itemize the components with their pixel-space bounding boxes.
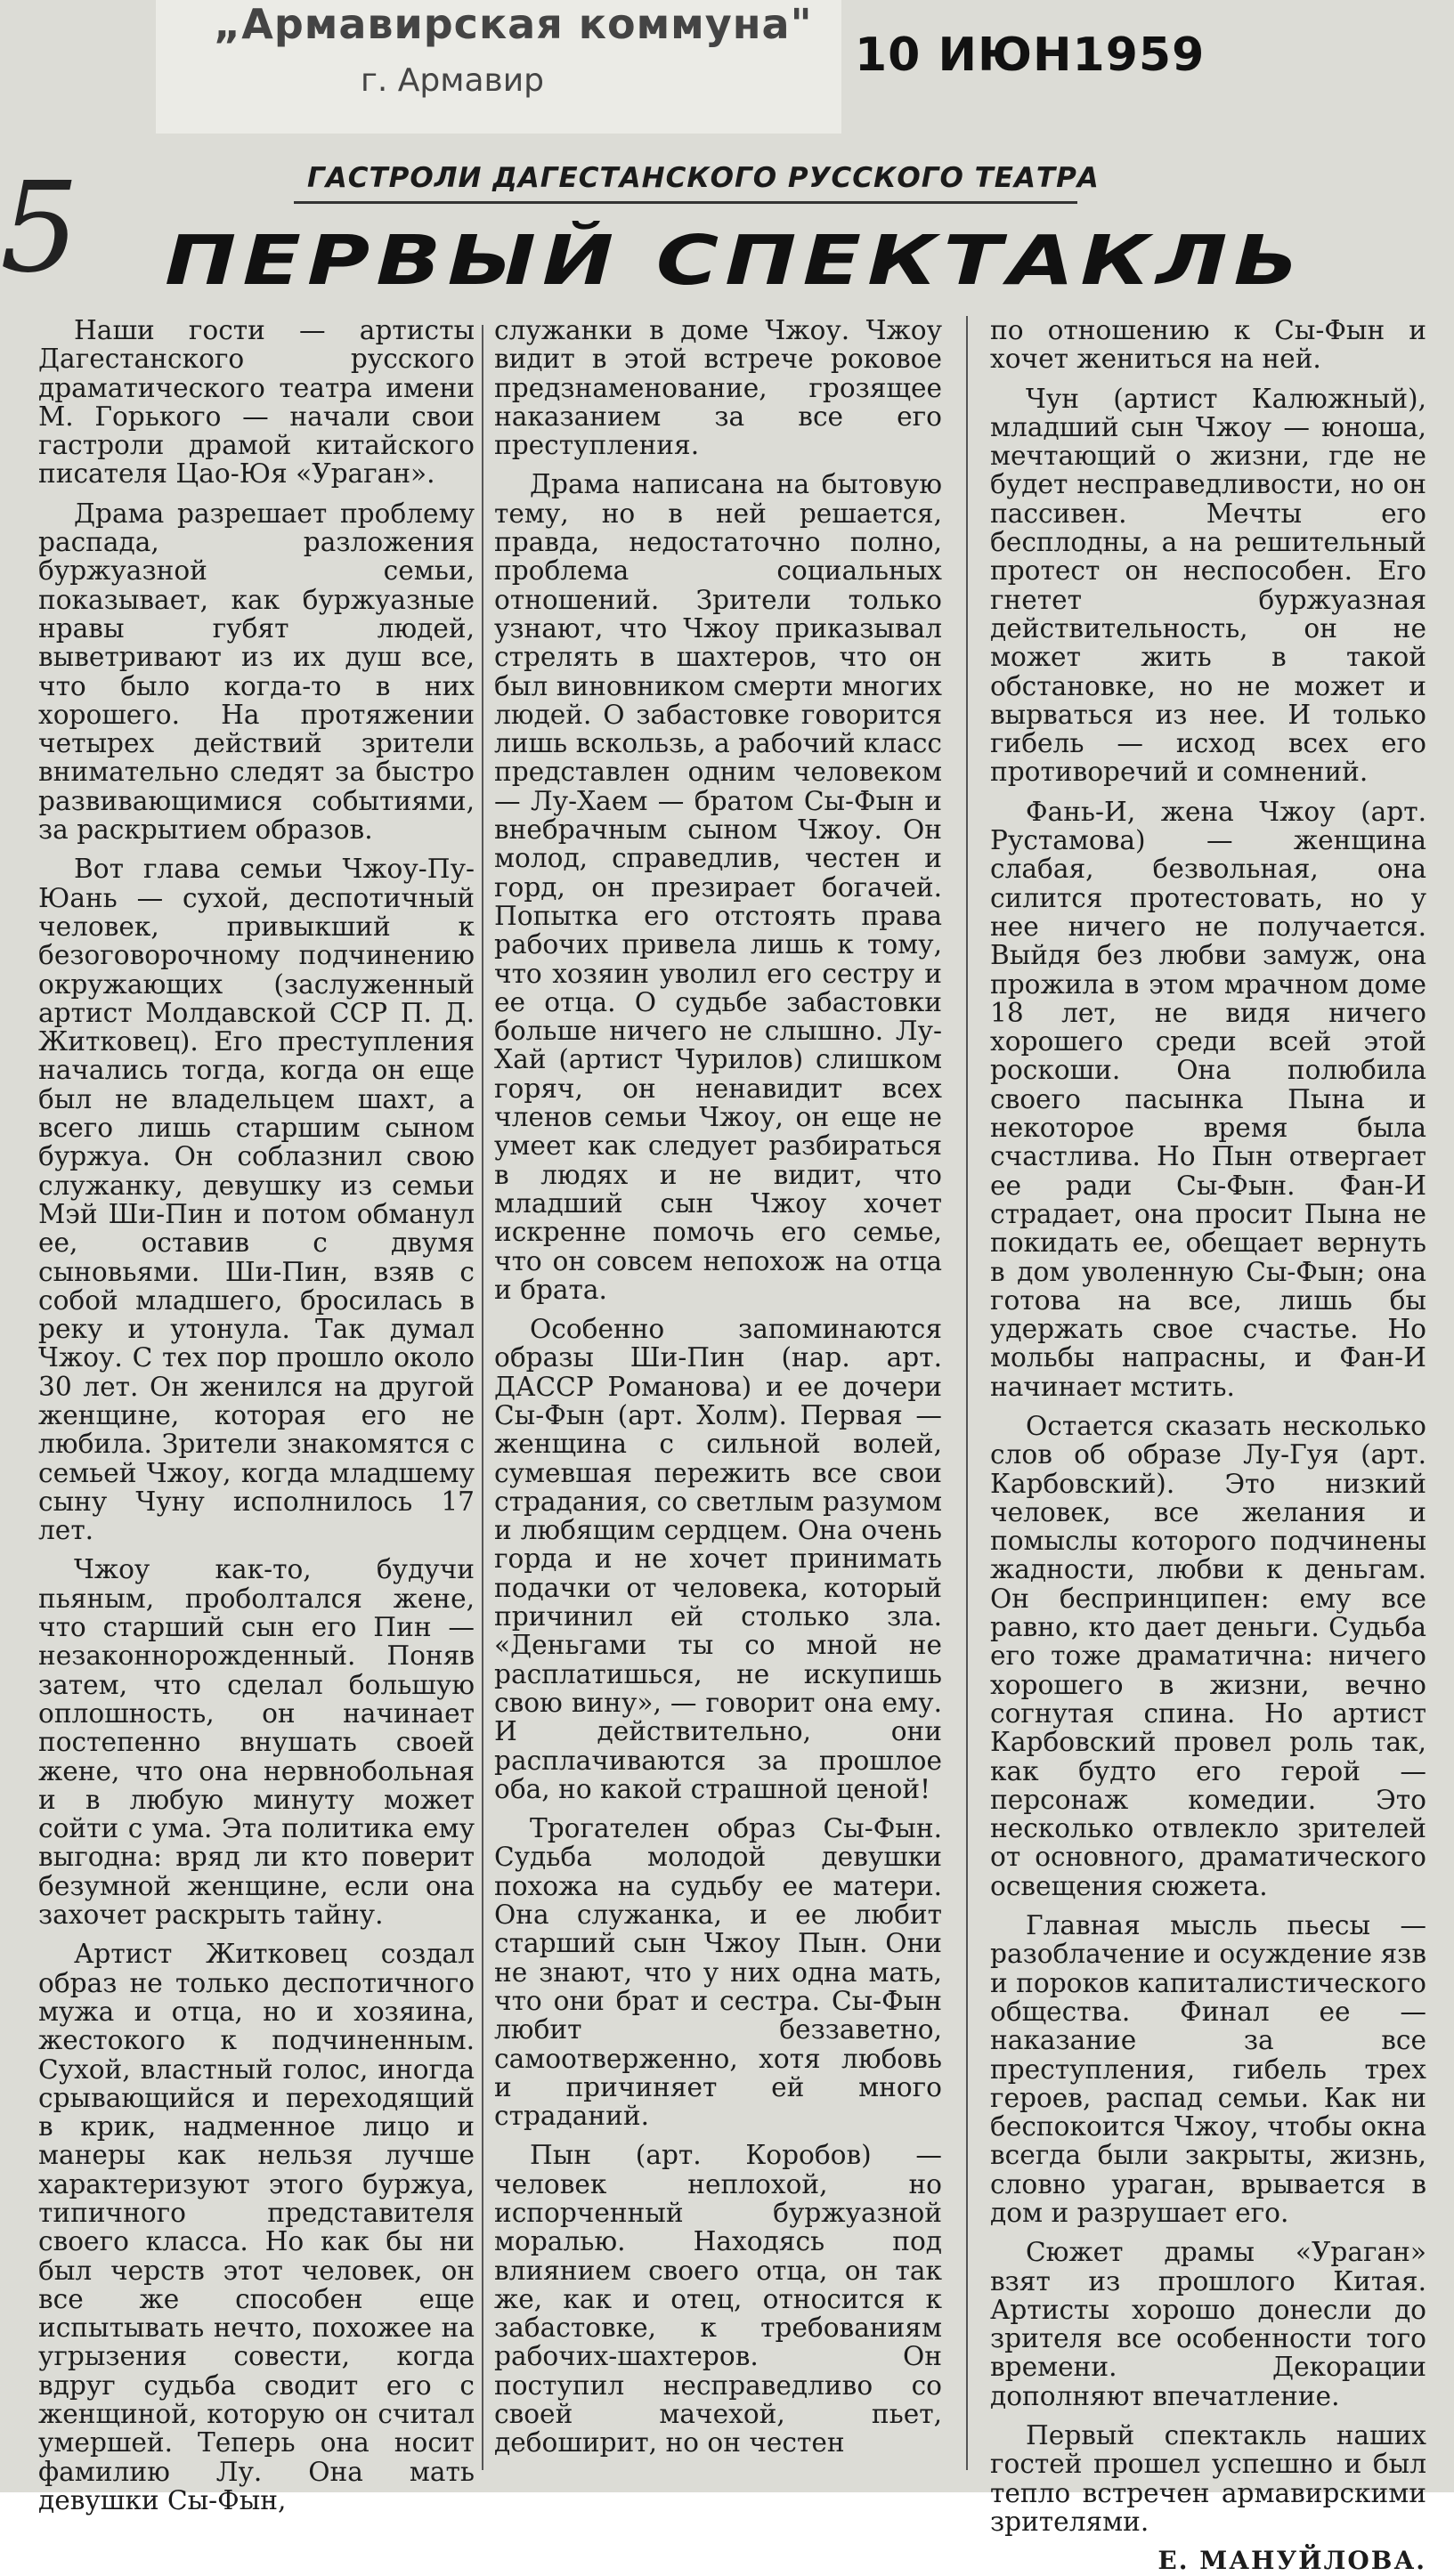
paragraph: служанки в доме Чжоу. Чжоу видит в этой встрече роковое предзнаменование, грозящее наказанием за все его преступления. [494, 315, 942, 461]
paragraph: Чун (артист Калюжный), младший сын Чжоу — юноша, мечтающий о жизни, где не будет несправедливости, но он пассивен. Мечты его бесплодны, а на решительный протест он неспособен. Его гнетет буржуазная действительность, он не может жить в такой обстановке, но не может и вырваться из нее. И только гибель — исход всех его противоречий и сомнений. [990, 383, 1426, 788]
paragraph: Сюжет драмы «Ураган» взят из прошлого Китая. Артисты хорошо донесли до зрителя все особенности того времени. Декорации дополняют впечатление. [990, 2237, 1426, 2411]
paragraph: Драма написана на бытовую тему, но в ней решается, правда, недостаточно полно, проблема социальных отношений. Зрители только узнают, что Чжоу приказывал стрелять в шахтеров, что он был виновником смерти многих людей. О забастовке говорится лишь вскользь, а рабочий класс представлен одним человеком — Лу-Хаем — братом Сы-Фын и внебрачным сыном Чжоу. Он молод, справедлив, честен и горд, он презирает богачей. Попытка его отстоять права рабочих привела лишь к тому, что хозяин уволил его сестру и ее отца. О судьбе забастовки больше ничего не слышно. Лу-Хай (артист Чурилов) слишком горяч, он ненавидит всех членов семьи Чжоу, он еще не умеет как следует разбираться в людях и не видит, что младший сын Чжоу хочет искренне помочь его семье, что он совсем непохож на отца и брата. [494, 469, 942, 1305]
column-divider [966, 316, 968, 2470]
column-divider [482, 325, 483, 2470]
paragraph: Фань-И, жена Чжоу (арт. Рустамова) — женщина слабая, безвольная, она силится протестовать, но у нее ничего не получается. Выйдя без любви замуж, она прожила в этом мрачном доме 18 лет, не видя ничего хорошего среди всей этой роскоши. Она полюбила своего пасынка Пына и некоторое время была счастлива. Но Пын отвергает ее ради Сы-Фын. Фан-И страдает, она просит Пына не покидать ее, обещает вернуть в дом уволенную Сы-Фын; она готова на все, лишь бы удержать свое счастье. Но мольбы напрасны, и Фан-И начинает мстить. [990, 796, 1426, 1402]
paragraph: Главная мысль пьесы — разоблачение и осуждение язв и пороков капиталистического общества. Финал ее — наказание за все преступления, гибель трех героев, распад семьи. Как ни беспокоится Чжоу, чтобы окна всегда были закрыты, жизнь, словно ураган, врывается в дом и разрушает его. [990, 1910, 1426, 2228]
rubric-underline [294, 201, 1077, 204]
paragraph: Трогателен образ Сы-Фын. Судьба молодой девушки похожа на судьбу ее матери. Она служанка, и ее любит старший сын Чжоу Пын. Они не знают, что у них одна мать, что они брат и сестра. Сы-Фын любит беззаветно, самоотверженно, хотя любовь и причиняет ей много страданий. [494, 1813, 942, 2132]
article-column-3 [990, 316, 1426, 2576]
paragraph: Артист Житковец создал образ не только деспотичного мужа и отца, но и хозяина, жестокого к подчиненным. Сухой, властный голос, иногда срывающийся и переходящий в крик, надменное лицо и манеры как нельзя лучше характеризуют этого буржуа, типичного представителя своего класса. Но как бы ни был черств этот человек, он все же способен еще испытывать нечто, похожее на угрызения совести, когда вдруг судьба сводит его с женщиной, которую он считал умершей. Теперь она носит фамилию Лу. Она мать девушки Сы-Фын, [38, 1939, 475, 2515]
date-stamp: 10 ИЮН1959 [855, 28, 1206, 82]
paragraph: Драма разрешает проблему распада, разложения буржуазной семьи, показывает, как буржуазные нравы губят людей, выветривают из их душ все, что было когда-то в них хорошего. На протяжении четырех действий зрители внимательно следят за быстро развивающимися событиями, за раскрытием образов. [38, 498, 475, 846]
paragraph: Вот глава семьи Чжоу-Пу-Юань — сухой, деспотичный человек, привыкший к безоговорочному подчинению окружающих (заслуженный артист Молдавской ССР П. Д. Житковец). Его преступления начались тогда, когда он еще был не владельцем шахт, а всего лишь старшим сыном буржуа. Он соблазнил свою служанку, девушку из семьи Мэй Ши-Пин и потом обманул ее, оставив с двумя сыновьями. Ши-Пин, взяв с собой младшего, бросилась в реку и утонула. Так думал Чжоу. С тех пор прошло около 30 лет. Он женился на другой женщине, которая его не любила. Зрители знакомятся с семьей Чжоу, когда младшему сыну Чуну исполнилось 17 лет. [38, 854, 475, 1546]
article-column-2 [494, 316, 942, 2468]
paragraph: Пын (арт. Коробов) — человек неплохой, но испорченный буржуазной моралью. Находясь под влиянием своего отца, он так же, как и отец, относится к забастовке, к требованиям рабочих-шахтеров. Он поступил несправедливо со своей мачехой, пьет, дебоширит, но он честен [494, 2140, 942, 2459]
paragraph: по отношению к Сы-Фын и хочет жениться на ней. [990, 315, 1426, 375]
paragraph: Остается сказать несколько слов об образе Лу-Гуя (арт. Карбовский). Это низкий человек, все желания и помыслы которого подчинены жадности, любви к деньгам. Он беспринципен: ему все равно, кто дает деньги. Судьба его тоже драматична: ничего хорошего в жизни, вечно согнутая спина. Но артист Карбовский провел роль так, как будто его герой — персонаж комедии. Это несколько отвлекло зрителей от основного, драматического освещения сюжета. [990, 1410, 1426, 1901]
section-rubric: ГАСТРОЛИ ДАГЕСТАНСКОГО РУССКОГО ТЕАТРА [307, 162, 1100, 194]
paragraph: Первый спектакль наших гостей прошел успешно и был тепло встречен армавирскими зрителями. [990, 2420, 1426, 2537]
handwritten-number: 5 [0, 156, 80, 301]
paragraph: Чжоу как-то, будучи пьяным, проболтался жене, что старший сын его Пин — незаконнорожденный. Поняв затем, что сделал большую оплошность, он начинает постепенно внушать своей жене, что она нервнобольная и в любую минуту может сойти с ума. Эта политика ему выгодна: вряд ли кто поверит безумной женщине, если она захочет раскрыть тайну. [38, 1554, 475, 1931]
author-signature: Е. МАНУЙЛОВА. [1158, 2546, 1426, 2576]
newspaper-city: г. Армавир [361, 62, 544, 99]
paragraph: Особенно запоминаются образы Ши-Пин (нар. арт. ДАССР Романова) и ее дочери Сы-Фын (арт. Холм). Первая — женщина с сильной волей, сумевшая пережить все свои страдания, со светлым разумом и любящим сердцем. Она очень горда и не хочет принимать подачки от человека, который причинил ей столько зла. «Деньгами ты со мной не расплатишься, не искупишь свою вину», — говорит она ему. И действительно, они расплачиваются за прошлое оба, но какой страшной ценой! [494, 1314, 942, 1804]
paragraph: Наши гости — артисты Дагестанского русского драматического театра имени М. Горького — начали свои гастроли драмой китайского писателя Цао-Юя «Ураган». [38, 315, 475, 490]
article-headline: ПЕРВЫЙ СПЕКТАКЛЬ [165, 221, 1305, 301]
newspaper-name: „Армавирская коммуна" [214, 0, 813, 48]
article-column-1 [38, 316, 475, 2525]
